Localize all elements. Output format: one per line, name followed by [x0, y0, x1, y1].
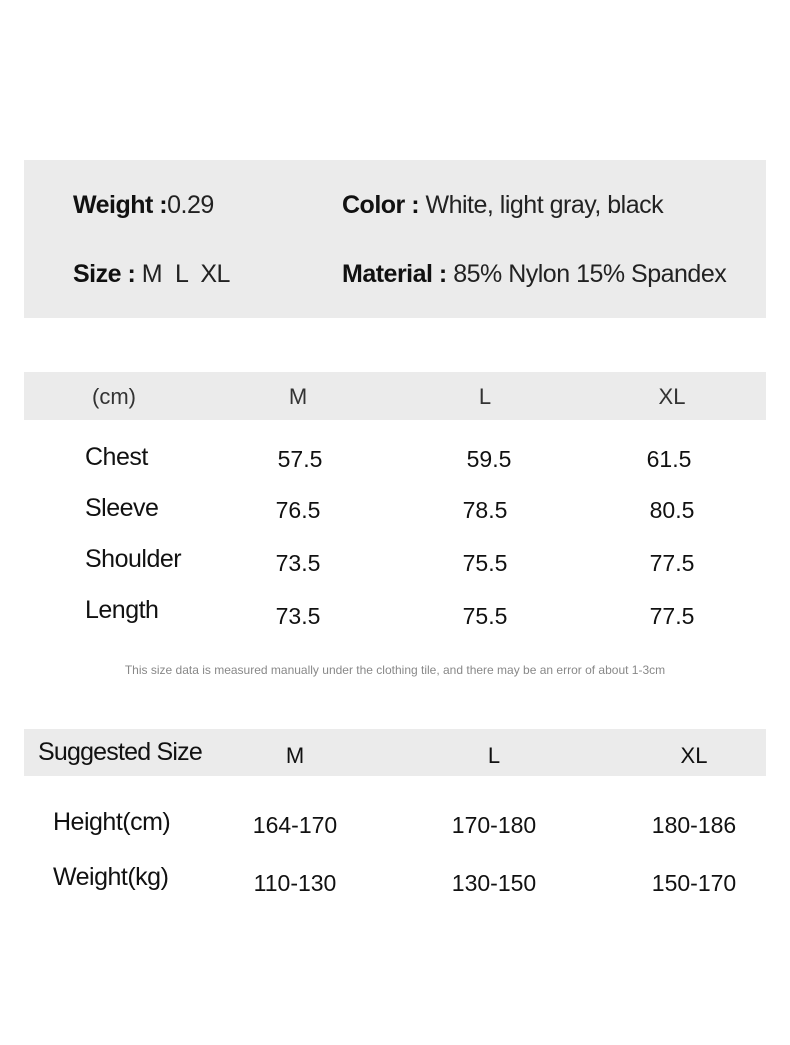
shoulder-xl: 77.5 — [649, 550, 695, 576]
weight-m: 110-130 — [253, 870, 337, 896]
sleeve-l: 78.5 — [462, 497, 508, 523]
suggested-column-xl: XL — [680, 743, 708, 768]
row-label-shoulder: Shoulder — [85, 545, 182, 573]
color-label: Color : — [342, 191, 420, 219]
weight-info — [73, 191, 214, 220]
row-label-weight: Weight(kg) — [53, 863, 169, 891]
material-value: 85% Nylon 15% Spandex — [453, 260, 727, 288]
height-l: 170-180 — [451, 812, 537, 838]
suggested-column-m: M — [285, 743, 305, 768]
weight-xl: 150-170 — [651, 870, 737, 896]
shoulder-l: 75.5 — [462, 550, 508, 576]
row-label-length: Length — [85, 596, 159, 624]
suggested-column-l: L — [487, 743, 501, 768]
chest-xl: 61.5 — [646, 446, 692, 472]
length-l: 75.5 — [462, 603, 508, 629]
chest-l: 59.5 — [466, 446, 512, 472]
size-label: Size : — [73, 260, 136, 288]
column-header-m: M — [288, 384, 308, 409]
row-label-height: Height(cm) — [53, 808, 171, 836]
sleeve-xl: 80.5 — [649, 497, 695, 523]
length-m: 73.5 — [275, 603, 321, 629]
shoulder-m: 73.5 — [275, 550, 321, 576]
length-xl: 77.5 — [649, 603, 695, 629]
color-info — [342, 191, 663, 220]
chest-m: 57.5 — [277, 446, 323, 472]
color-value: White, light gray, black — [425, 191, 664, 219]
material-info — [342, 260, 726, 289]
weight-label: Weight : — [73, 191, 168, 219]
measurement-note: This size data is measured manually under the clothing tile, and there may be an error of about 1-3cm — [124, 663, 666, 677]
suggested-size-header: Suggested Size — [38, 738, 202, 766]
unit-header: (cm) — [92, 384, 136, 409]
sleeve-m: 76.5 — [275, 497, 321, 523]
size-value: M L XL — [141, 260, 230, 288]
size-info — [73, 260, 230, 289]
product-info-panel — [24, 160, 766, 318]
weight-value: 0.29 — [167, 191, 214, 219]
column-header-xl: XL — [658, 384, 686, 409]
height-xl: 180-186 — [651, 812, 737, 838]
row-label-sleeve: Sleeve — [85, 494, 159, 522]
weight-l: 130-150 — [451, 870, 537, 896]
row-label-chest: Chest — [85, 443, 148, 471]
material-label: Material : — [342, 260, 447, 288]
column-header-l: L — [478, 384, 492, 409]
height-m: 164-170 — [252, 812, 338, 838]
